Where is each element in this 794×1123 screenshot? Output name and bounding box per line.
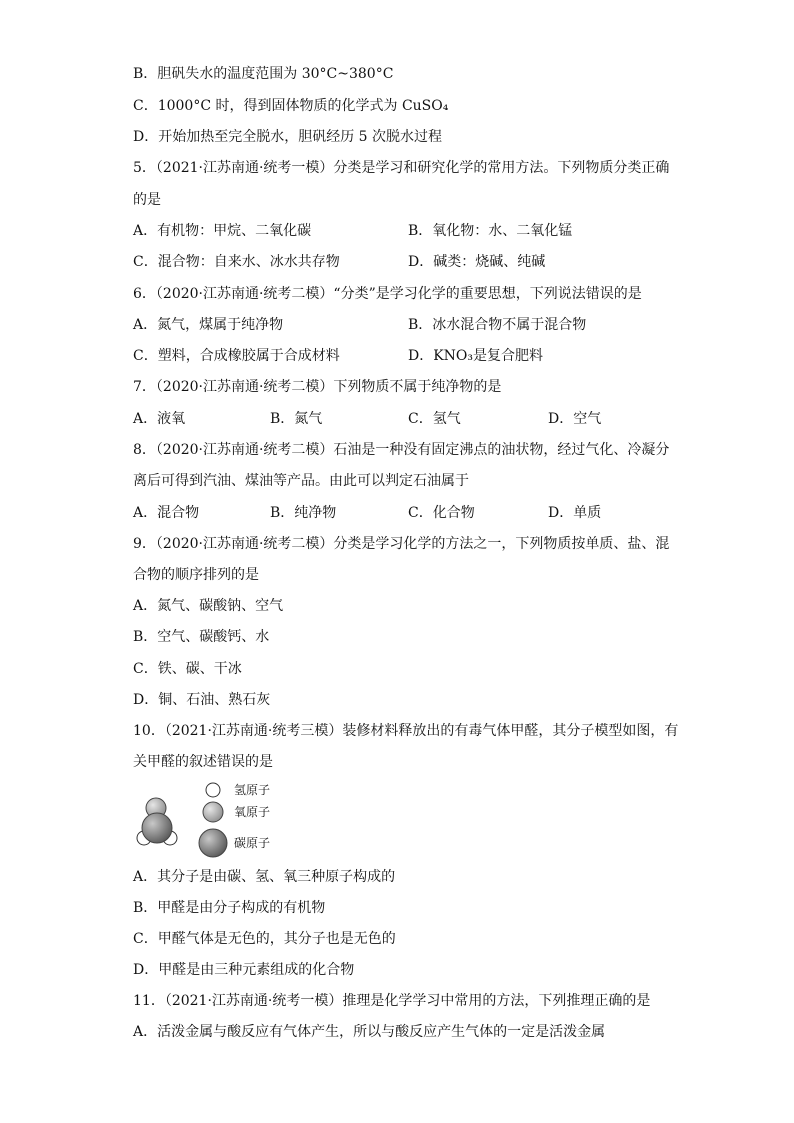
q10-option-c: C．甲醛气体是无色的，其分子也是无色的 (133, 931, 396, 947)
q11-stem: 11．（2021·江苏南通·统考一模）推理是化学学习中常用的方法，下列推理正确的是 (133, 993, 651, 1009)
legend-carbon-symbol (199, 829, 227, 857)
q4-option-b: B．胆矾失水的温度范围为 30°C~380°C (133, 66, 394, 82)
q6-stem: 6．（2020·江苏南通·统考二模）“分类”是学习化学的重要思想，下列说法错误的是 (133, 286, 642, 302)
q6-option-d: D．KNO₃是复合肥料 (408, 348, 544, 364)
molecule-model-svg (130, 780, 310, 870)
q10-stem-line1: 10．（2021·江苏南通·统考三模）装修材料释放出的有毒气体甲醛，其分子模型如图，有 (133, 723, 679, 739)
q10-option-d: D．甲醛是由三种元素组成的化合物 (133, 962, 355, 978)
legend-oxygen-symbol (203, 802, 223, 822)
q10-option-a: A．其分子是由碳、氢、氧三种原子构成的 (133, 869, 396, 885)
q9-option-b: B．空气、碳酸钙、水 (133, 629, 270, 645)
q9-option-a: A．氮气、碳酸钠、空气 (133, 598, 284, 614)
q6-option-a: A．氮气，煤属于纯净物 (133, 317, 284, 333)
q9-option-d: D．铜、石油、熟石灰 (133, 692, 271, 708)
formaldehyde-molecule-figure (130, 780, 310, 870)
q9-stem-line1: 9．（2020·江苏南通·统考二模）分类是学习化学的方法之一，下列物质按单质、盐、混 (133, 536, 670, 552)
legend-oxygen-label: 氧原子 (234, 805, 271, 819)
legend-hydrogen-symbol (206, 783, 220, 797)
q11-option-a: A．活泼金属与酸反应有气体产生，所以与酸反应产生气体的一定是活泼金属 (133, 1024, 606, 1040)
q10-stem-line2: 关甲醛的叙述错误的是 (133, 754, 273, 770)
legend-hydrogen-label: 氢原子 (234, 783, 271, 797)
q4-option-d: D．开始加热至完全脱水，胆矾经历 5 次脱水过程 (133, 129, 443, 145)
q9-stem-line2: 合物的顺序排列的是 (133, 567, 259, 583)
q8-stem-line1: 8．（2020·江苏南通·统考二模）石油是一种没有固定沸点的油状物，经过气化、冷凝分 (133, 442, 670, 458)
q8-option-b: B．纯净物 (270, 505, 337, 521)
q7-option-a: A．液氧 (133, 411, 186, 427)
q10-option-b: B．甲醛是由分子构成的有机物 (133, 900, 326, 916)
q8-option-d: D．单质 (548, 505, 602, 521)
q8-option-c: C．化合物 (408, 505, 475, 521)
q8-option-a: A．混合物 (133, 505, 200, 521)
q5-stem-line1: 5．（2021·江苏南通·统考一模）分类是学习和研究化学的常用方法。下列物质分类正确 (133, 160, 670, 176)
q9-option-c: C．铁、碳、干冰 (133, 661, 242, 677)
q5-stem-line2: 的是 (133, 192, 161, 208)
q7-option-d: D．空气 (548, 411, 602, 427)
q6-option-b: B．冰水混合物不属于混合物 (408, 317, 587, 333)
carbon-atom (142, 813, 172, 843)
q4-option-c: C．1000°C 时，得到固体物质的化学式为 CuSO₄ (133, 98, 449, 114)
q5-option-b: B．氧化物：水、二氧化锰 (408, 223, 573, 239)
q5-option-c: C．混合物：自来水、冰水共存物 (133, 254, 340, 270)
q5-option-d: D．碱类：烧碱、纯碱 (408, 254, 546, 270)
q7-option-b: B．氮气 (270, 411, 323, 427)
q6-option-c: C．塑料，合成橡胶属于合成材料 (133, 348, 340, 364)
q5-option-a: A．有机物：甲烷、二氧化碳 (133, 223, 312, 239)
q7-option-c: C．氢气 (408, 411, 461, 427)
legend-carbon-label: 碳原子 (234, 836, 271, 850)
q8-stem-line2: 离后可得到汽油、煤油等产品。由此可以判定石油属于 (133, 473, 469, 489)
q7-stem: 7．（2020·江苏南通·统考二模）下列物质不属于纯净物的是 (133, 379, 502, 395)
